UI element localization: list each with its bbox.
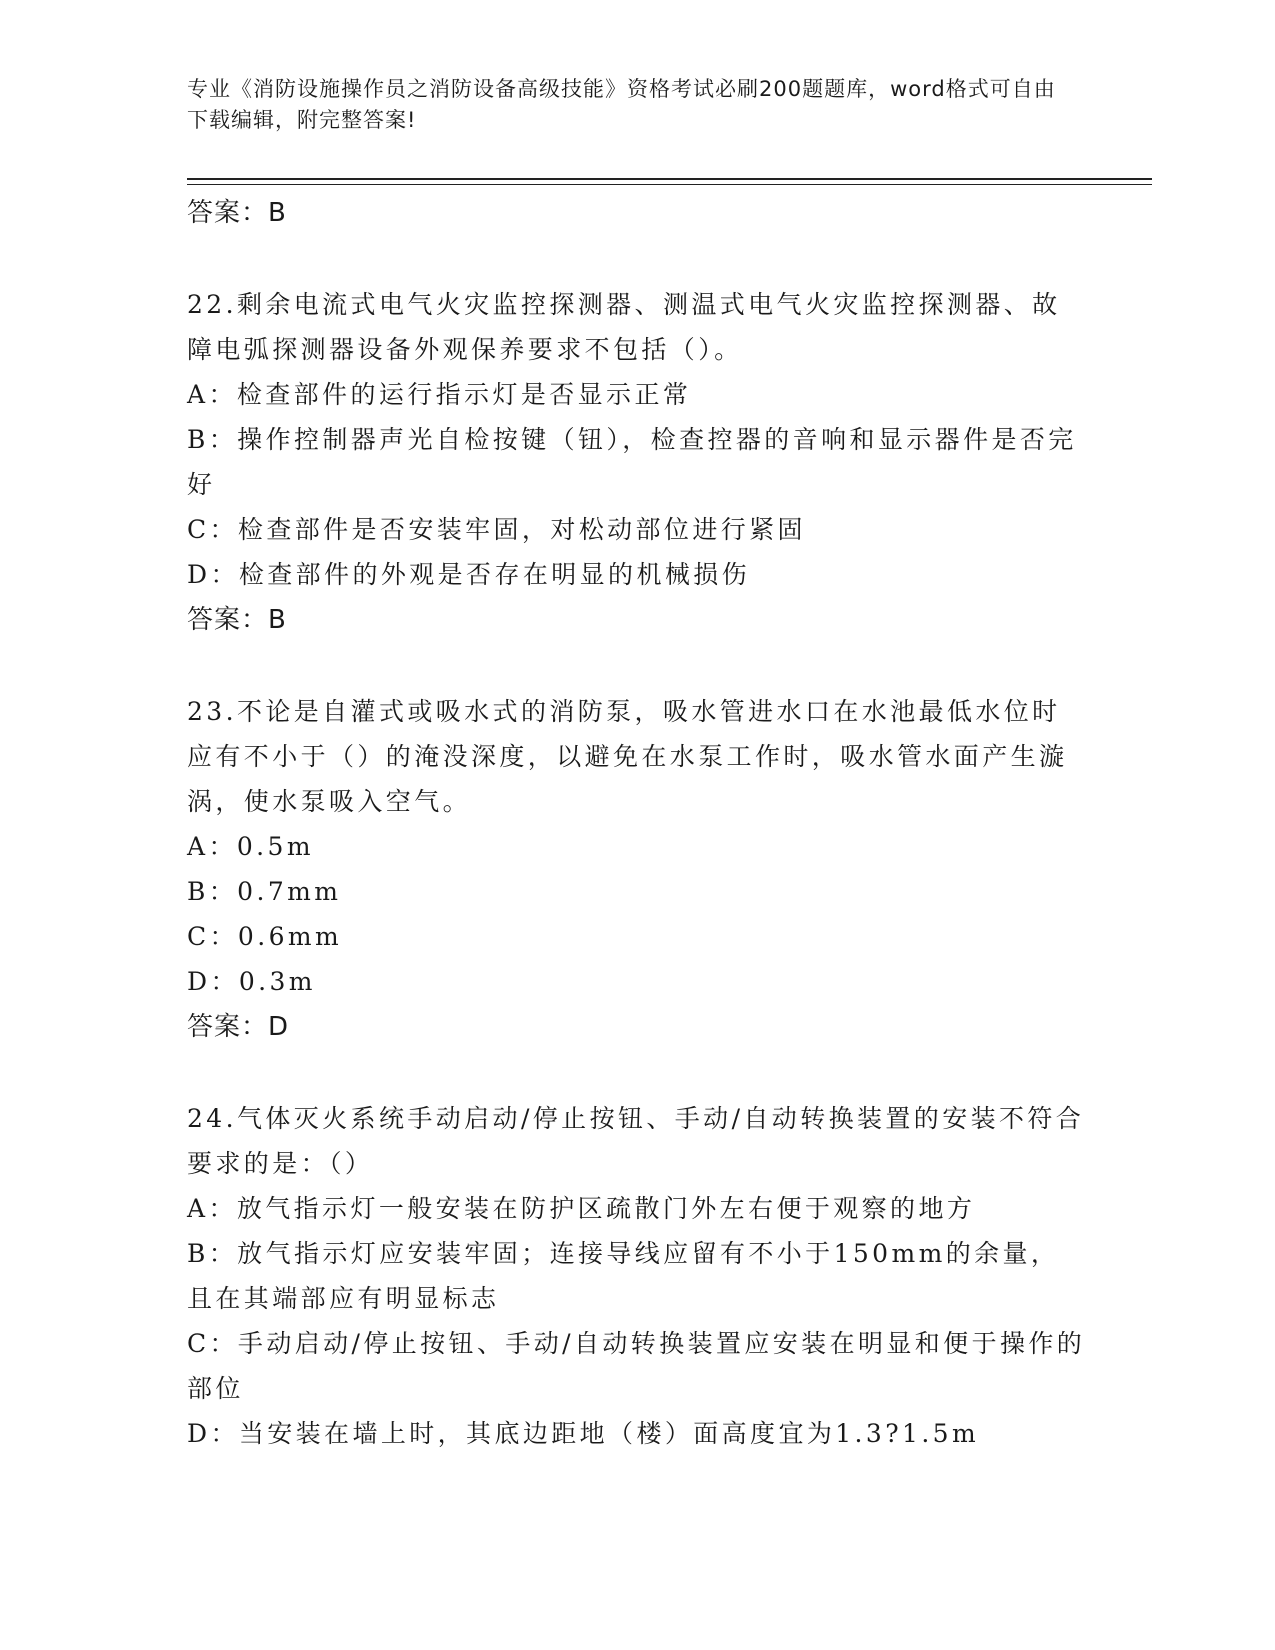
document-body: [187, 190, 1087, 1456]
option-c: C：检查部件是否安装牢固，对松动部位进行紧固: [187, 515, 806, 544]
option-a: A：检查部件的运行指示灯是否显示正常: [187, 380, 692, 409]
option-a: A：0.5m: [187, 832, 314, 861]
option-d: D：0.3m: [187, 967, 316, 996]
option-c: C：手动启动/停止按钮、手动/自动转换装置应安装在明显和便于操作的部位: [187, 1329, 1086, 1403]
spacer: [187, 236, 1087, 282]
question-22: [187, 282, 1087, 643]
spacer: [187, 643, 1087, 689]
question-23: [187, 689, 1087, 1050]
spacer: [187, 1050, 1087, 1096]
option-b: B：0.7mm: [187, 877, 342, 906]
previous-answer: 答案：B: [187, 198, 287, 228]
header-divider-thin: [187, 184, 1152, 185]
question-stem: 22.剩余电流式电气火灾监控探测器、测温式电气火灾监控探测器、故障电弧探测器设备外观保养要求不包括（）。: [187, 290, 1061, 364]
question-answer: 答案：D: [187, 1012, 290, 1042]
option-a: A：放气指示灯一般安装在防护区疏散门外左右便于观察的地方: [187, 1194, 976, 1223]
question-24: [187, 1096, 1087, 1456]
option-b: B：操作控制器声光自检按键（钮），检查控器的音响和显示器件是否完好: [187, 425, 1077, 499]
question-stem: 24.气体灭火系统手动启动/停止按钮、手动/自动转换装置的安装不符合要求的是：（）: [187, 1104, 1085, 1178]
question-answer: 答案：B: [187, 605, 287, 635]
option-d: D：当安装在墙上时，其底边距地（楼）面高度宜为1.3?1.5m: [187, 1419, 980, 1448]
option-d: D：检查部件的外观是否存在明显的机械损伤: [187, 560, 751, 589]
question-stem: 23.不论是自灌式或吸水式的消防泵，吸水管进水口在水池最低水位时应有不小于（）的淹没深度，以避免在水泵工作时，吸水管水面产生漩涡，使水泵吸入空气。: [187, 697, 1068, 816]
option-c: C：0.6mm: [187, 922, 343, 951]
page-header: 专业《消防设施操作员之消防设备高级技能》资格考试必刷200题题库，word格式可自由下载编辑，附完整答案!: [187, 77, 1056, 132]
option-b: B：放气指示灯应安装牢固；连接导线应留有不小于150mm的余量，且在其端部应有明显标志: [187, 1239, 1060, 1313]
header-divider-thick: [187, 178, 1152, 180]
